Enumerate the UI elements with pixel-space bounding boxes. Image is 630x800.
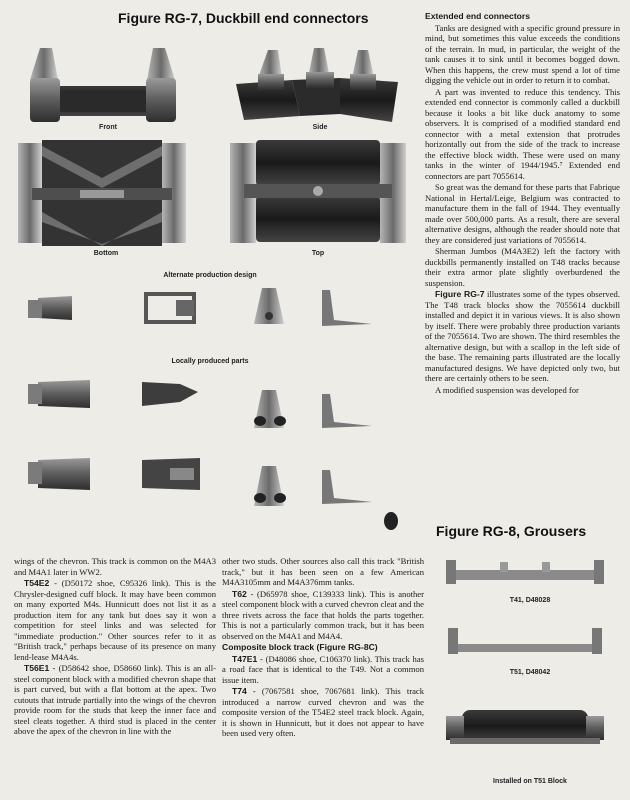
paragraph (222, 686, 424, 739)
paragraph: wings of the chevron. This track is common on the M4A3 and M4A1 later in WW2. (14, 556, 216, 577)
side-view (236, 48, 398, 122)
paragraph-text: - (D50172 shoe, C95326 link). This is the Chrysler-designed cuff block. It may have been common on many exported M4s. Hunnicutt does not list it as a production item for any tank but does say it won a competition for steel links and was selected for "immediate production." Other sources refer to it as "British track," perhaps because of its presence on many lend-lease M4A4s. (14, 578, 216, 662)
paragraph (425, 289, 620, 384)
t41-label: T41, D48028 (509, 597, 551, 604)
paragraph-text: - (D65978 shoe, C139333 link). This is another steel component block with a curved chevron cleat and the three rivets across the face that holds the parts together. This is not a particularly common track, but it has been observed on the M4A1 and M4A4. (222, 588, 424, 641)
top-view (230, 140, 406, 243)
paragraph (14, 578, 216, 662)
local-parts-label: Locally produced parts (171, 358, 249, 365)
composite-block-heading: Composite block track (Figure RG-8C) (222, 642, 378, 652)
track-name: T56E1 (24, 663, 50, 673)
paragraph: A part was invented to reduce this tendency. This extended end connector is commonly called a duckbill because it looks a bit like duck anatomy to some observers. It is comprised of a modified standard end connector with a metal extension that protrudes horizontally out from the side of the track to increase the effective block width. These were used on many tanks in the winter of 1944/1945.⁷ Extended end connectors are part 7055614. (425, 86, 620, 181)
middle-column (222, 556, 424, 740)
track-name: T47E1 (232, 653, 258, 664)
alternate-design-parts (28, 288, 372, 326)
page-ornament (384, 512, 398, 530)
bottom-label: Bottom (93, 250, 119, 257)
paragraph: Tanks are designed with a specific ground pressure in mind, but sometimes this value exceeds the conditions of the terrain. In mud, in particular, the weight of the tank causes it to sink until it becomes bogged down. When this happens, the crew must spend a lot of time digging the vehicle out in order to return it to combat. (425, 22, 620, 85)
t41-grouser (446, 560, 604, 584)
paragraph (14, 663, 216, 737)
paragraph (222, 654, 424, 686)
t51-label: T51, D48042 (509, 669, 551, 676)
local-parts-row1 (28, 380, 372, 428)
t51-grouser (448, 628, 602, 654)
figure-rg8-illustration (440, 548, 620, 783)
track-name: T62 (232, 588, 247, 599)
paragraph-text: - (7067581 shoe, 7067681 link). This track introduced a narrow curved chevron and was the composite version of the T54E2 steel track block. Again, it is shown in Hunnicutt, but it does not appear to have been used very often. (222, 686, 424, 738)
alternate-design-label: Alternate production design (163, 272, 257, 279)
extended-end-connectors-heading: Extended end connectors (425, 11, 531, 21)
paragraph-text: - (D48086 shoe, C106370 link). This track has a road face that is identical to the T49. Not a common issue item. (222, 653, 424, 685)
track-name: T54E2 (24, 578, 50, 588)
installed-grouser (446, 710, 604, 744)
front-view (30, 48, 176, 122)
paragraph: So great was the demand for these parts that Fabrique National in Hertal/Leige, Belgium was contracted to manufacture them in the fall of 1944. They eventually made over 500,000 parts. As a result, there are several alternative designs, although the reader should note that they are considered just variations of 7055614. (425, 182, 620, 245)
left-column (14, 556, 216, 738)
right-column (425, 10, 620, 396)
figure-rg7-title: Figure RG-7, Duckbill end connectors (118, 10, 369, 26)
paragraph-text: illustrates some of the types observed. The T48 track blocks show the 7055614 duckbill installed and depict it in various views. It is also shown by itself. There were probably three production variants of the 7055614. Two are shown. The third resembles the alternative design, but with a scallop in the left side of the base. The remaining parts illustrated are the locally manufactured designs. We have depicted only two, but there are certainly others to be seen. (425, 289, 620, 383)
bottom-view (18, 140, 186, 246)
top-label: Top (311, 250, 325, 257)
figure-ref: Figure RG-7 (435, 289, 485, 299)
paragraph-text: - (D58642 shoe, D58660 link). This is an all-steel component block with a modified chevron shape that is part curved, but with a flat bottom at the apex. Two cutouts that intrude partially into the wings of the chevron provide room for the studs that keep the inner face and steel cleats together. A third stud is placed in the center above the apex of the chevron in line with the (14, 663, 216, 736)
paragraph: Sherman Jumbos (M4A3E2) left the factory with duckbills permanently installed on T48 tracks because their extra armor plate slightly overburdened the suspension. (425, 246, 620, 288)
front-label: Front (99, 124, 117, 131)
side-label: Side (312, 124, 328, 131)
paragraph: A modified suspension was developed for (435, 384, 579, 395)
figure-rg8-title: Figure RG-8, Grousers (436, 523, 587, 539)
local-parts-row2 (28, 458, 372, 506)
installed-label: Installed on T51 Block (493, 778, 567, 785)
track-name: T74 (232, 686, 247, 696)
paragraph (222, 589, 424, 642)
paragraph: other two studs. Other sources also call this track "British track," but it has been seen on a few American M4A3105mm and M4A376mm tanks. (222, 556, 424, 587)
